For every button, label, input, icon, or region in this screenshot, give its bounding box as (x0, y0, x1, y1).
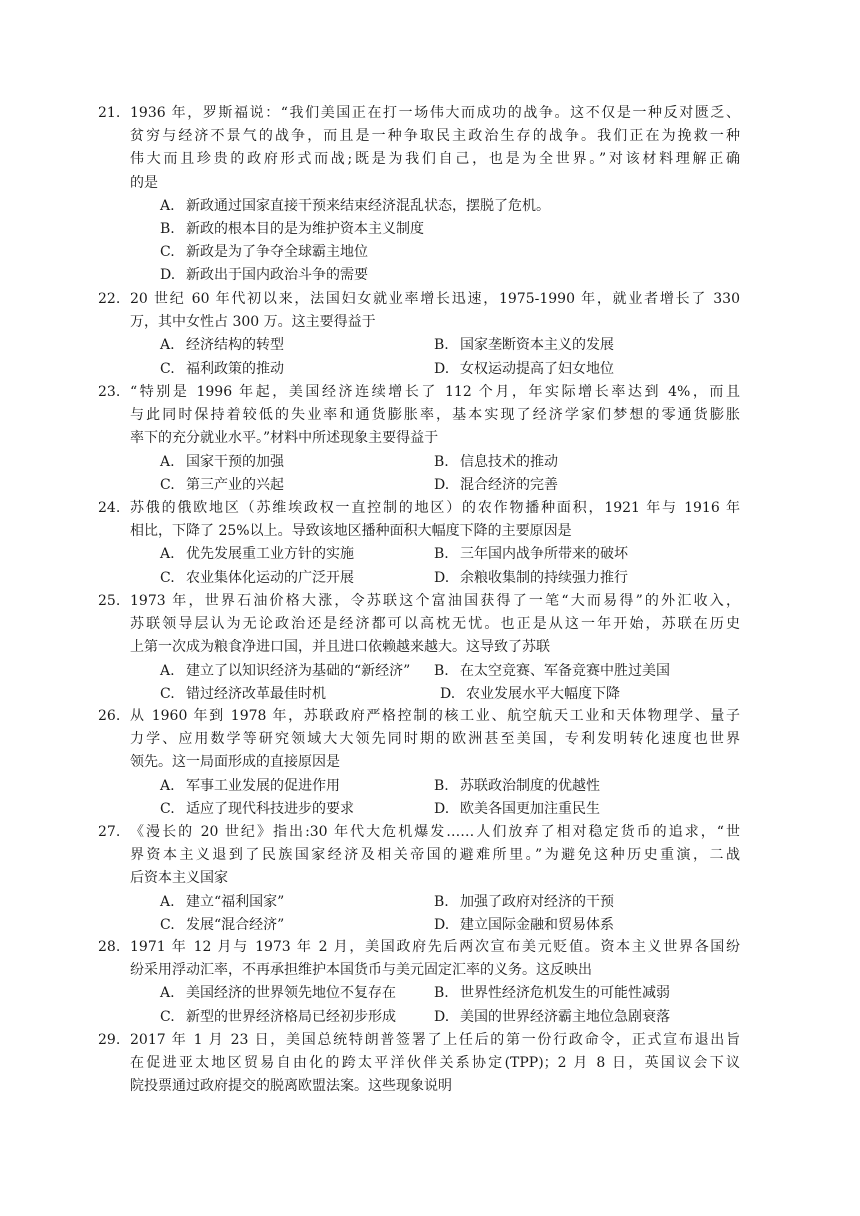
question-24 (98, 497, 740, 590)
question-number: 29. (98, 1032, 121, 1048)
question-stem-line: 与此同时保持着较低的失业率和通货膨胀率，基本实现了经济学家们梦想的零通货膨胀 (130, 407, 740, 424)
question-stem-line: 率下的充分就业水平。”材料中所述现象主要得益于 (130, 430, 439, 447)
question-stem-line: 伟大而且珍贵的政府形式而战;既是为我们自己，也是为全世界。”对该材料理解正确 (130, 151, 740, 168)
option-a[interactable]: A. 军事工业发展的促进作用 (160, 777, 340, 794)
option-c[interactable]: C. 适应了现代科技进步的要求 (160, 800, 354, 817)
option-b[interactable]: B. 信息技术的推动 (434, 453, 558, 470)
question-stem-line: 1971 年 12 月与 1973 年 2 月，美国政府先后两次宣布美元贬值。资本主义世界各国纷 (130, 939, 740, 955)
question-number: 28. (98, 939, 121, 955)
question-stem-line: 1973 年，世界石油价格大涨，令苏联这个富油国获得了一笔“大而易得”的外汇收入， (130, 593, 740, 609)
option-a[interactable]: A. 新政通过国家直接干预来结束经济混乱状态，摆脱了危机。 (160, 197, 550, 214)
option-d[interactable]: D. 余粮收集制的持续强力推行 (434, 569, 628, 586)
option-d[interactable]: D. 农业发展水平大幅度下降 (440, 685, 620, 702)
option-a[interactable]: A. 建立了以知识经济为基础的“新经济” (160, 662, 411, 679)
question-number: 21. (98, 105, 121, 121)
question-stem-line: 相比，下降了 25%以上。导致该地区播种面积大幅度下降的主要原因是 (130, 523, 572, 540)
option-c[interactable]: C. 新型的世界经济格局已经初步形成 (160, 1008, 396, 1025)
question-number: 26. (98, 708, 121, 724)
question-number: 23. (98, 384, 121, 400)
question-stem-line: 纷采用浮动汇率，不再承担维护本国货币与美元固定汇率的义务。这反映出 (130, 962, 592, 979)
question-number: 24. (98, 500, 121, 516)
question-stem-line: 1936 年，罗斯福说：“我们美国正在打一场伟大而成功的战争。这不仅是一种反对匮乏、 (130, 105, 740, 121)
question-number: 25. (98, 593, 121, 609)
option-a[interactable]: A. 经济结构的转型 (160, 337, 284, 354)
option-c[interactable]: C. 发展“混合经济” (160, 916, 285, 933)
question-23 (98, 381, 740, 497)
option-a[interactable]: A. 优先发展重工业方针的实施 (160, 546, 354, 563)
option-b[interactable]: B. 国家垄断资本主义的发展 (434, 337, 614, 354)
question-25 (98, 590, 740, 706)
question-stem-line: 从 1960 年到 1978 年，苏联政府严格控制的核工业、航空航天工业和天体物理学、量子 (130, 708, 740, 724)
option-d[interactable]: D. 女权运动提高了妇女地位 (434, 360, 614, 377)
option-b[interactable]: B. 苏联政治制度的优越性 (434, 777, 600, 794)
question-stem-line: 领先。这一局面形成的直接原因是 (130, 754, 340, 771)
option-d[interactable]: D. 欧美各国更加注重民生 (434, 800, 600, 817)
option-d[interactable]: D. 新政出于国内政治斗争的需要 (160, 267, 368, 284)
option-c[interactable]: C. 第三产业的兴起 (160, 476, 284, 493)
option-b[interactable]: B. 新政的根本目的是为维护资本主义制度 (160, 220, 424, 237)
question-stem-line: 院投票通过政府提交的脱离欧盟法案。这些现象说明 (130, 1078, 452, 1095)
question-22 (98, 288, 740, 381)
question-number: 27. (98, 824, 121, 840)
question-stem-line: “特别是 1996 年起，美国经济连续增长了 112 个月，年实际增长率达到 4%，而且 (130, 384, 740, 400)
option-b[interactable]: B. 世界性经济危机发生的可能性减弱 (434, 985, 670, 1002)
option-a[interactable]: A. 国家干预的加强 (160, 453, 284, 470)
question-21 (98, 102, 740, 288)
question-stem-line: 在促进亚太地区贸易自由化的跨太平洋伙伴关系协定(TPP)；2 月 8 日，英国议会下议 (130, 1055, 740, 1072)
option-b[interactable]: B. 在太空竞赛、军备竞赛中胜过美国 (434, 662, 670, 679)
question-stem-line: 后资本主义国家 (130, 870, 228, 887)
option-d[interactable]: D. 混合经济的完善 (434, 476, 558, 493)
option-c[interactable]: C. 福利政策的推动 (160, 360, 284, 377)
question-stem-line: 苏联领导层认为无论政治还是经济都可以高枕无忧。也正是从这一年开始，苏联在历史 (130, 616, 740, 633)
question-stem-line: 上第一次成为粮食净进口国，并且进口依赖越来越大。这导致了苏联 (130, 639, 550, 656)
question-29 (98, 1029, 740, 1099)
option-d[interactable]: D. 建立国际金融和贸易体系 (434, 916, 614, 933)
question-stem-line: 2017 年 1 月 23 日，美国总统特朗普签署了上任后的第一份行政命令，正式宣布退出旨 (130, 1032, 740, 1048)
question-stem-line: 界资本主义退到了民族国家经济及相关帝国的避难所里。”为避免这种历史重演，二战 (130, 847, 740, 864)
question-stem-line: 万，其中女性占 300 万。这主要得益于 (130, 314, 376, 331)
question-number: 22. (98, 291, 121, 307)
option-b[interactable]: B. 加强了政府对经济的干预 (434, 893, 614, 910)
option-c[interactable]: C. 错过经济改革最佳时机 (160, 685, 326, 702)
option-a[interactable]: A. 建立“福利国家” (160, 893, 285, 910)
question-28 (98, 936, 740, 1029)
question-27 (98, 821, 740, 937)
option-d[interactable]: D. 美国的世界经济霸主地位急剧衰落 (434, 1008, 670, 1025)
question-26 (98, 705, 740, 821)
question-stem-line: 贫穷与经济不景气的战争，而且是一种争取民主政治生存的战争。我们正在为挽救一种 (130, 128, 740, 145)
option-b[interactable]: B. 三年国内战争所带来的破坏 (434, 546, 628, 563)
question-stem-line: 《漫长的 20 世纪》指出:30 年代大危机爆发……人们放弃了相对稳定货币的追求，“世 (130, 824, 740, 840)
question-stem-line: 苏俄的俄欧地区（苏维埃政权一直控制的地区）的农作物播种面积，1921 年与 1916 年 (130, 500, 740, 516)
question-stem-line: 20 世纪 60 年代初以来，法国妇女就业率增长迅速，1975-1990 年，就业者增长了 330 (130, 291, 740, 307)
option-c[interactable]: C. 新政是为了争夺全球霸主地位 (160, 244, 368, 261)
question-stem-line: 力学、应用数学等研究领域大大领先同时期的欧洲甚至美国，专利发明转化速度也世界 (130, 731, 740, 748)
option-c[interactable]: C. 农业集体化运动的广泛开展 (160, 569, 354, 586)
option-a[interactable]: A. 美国经济的世界领先地位不复存在 (160, 985, 396, 1002)
question-stem-line: 的是 (130, 174, 158, 191)
